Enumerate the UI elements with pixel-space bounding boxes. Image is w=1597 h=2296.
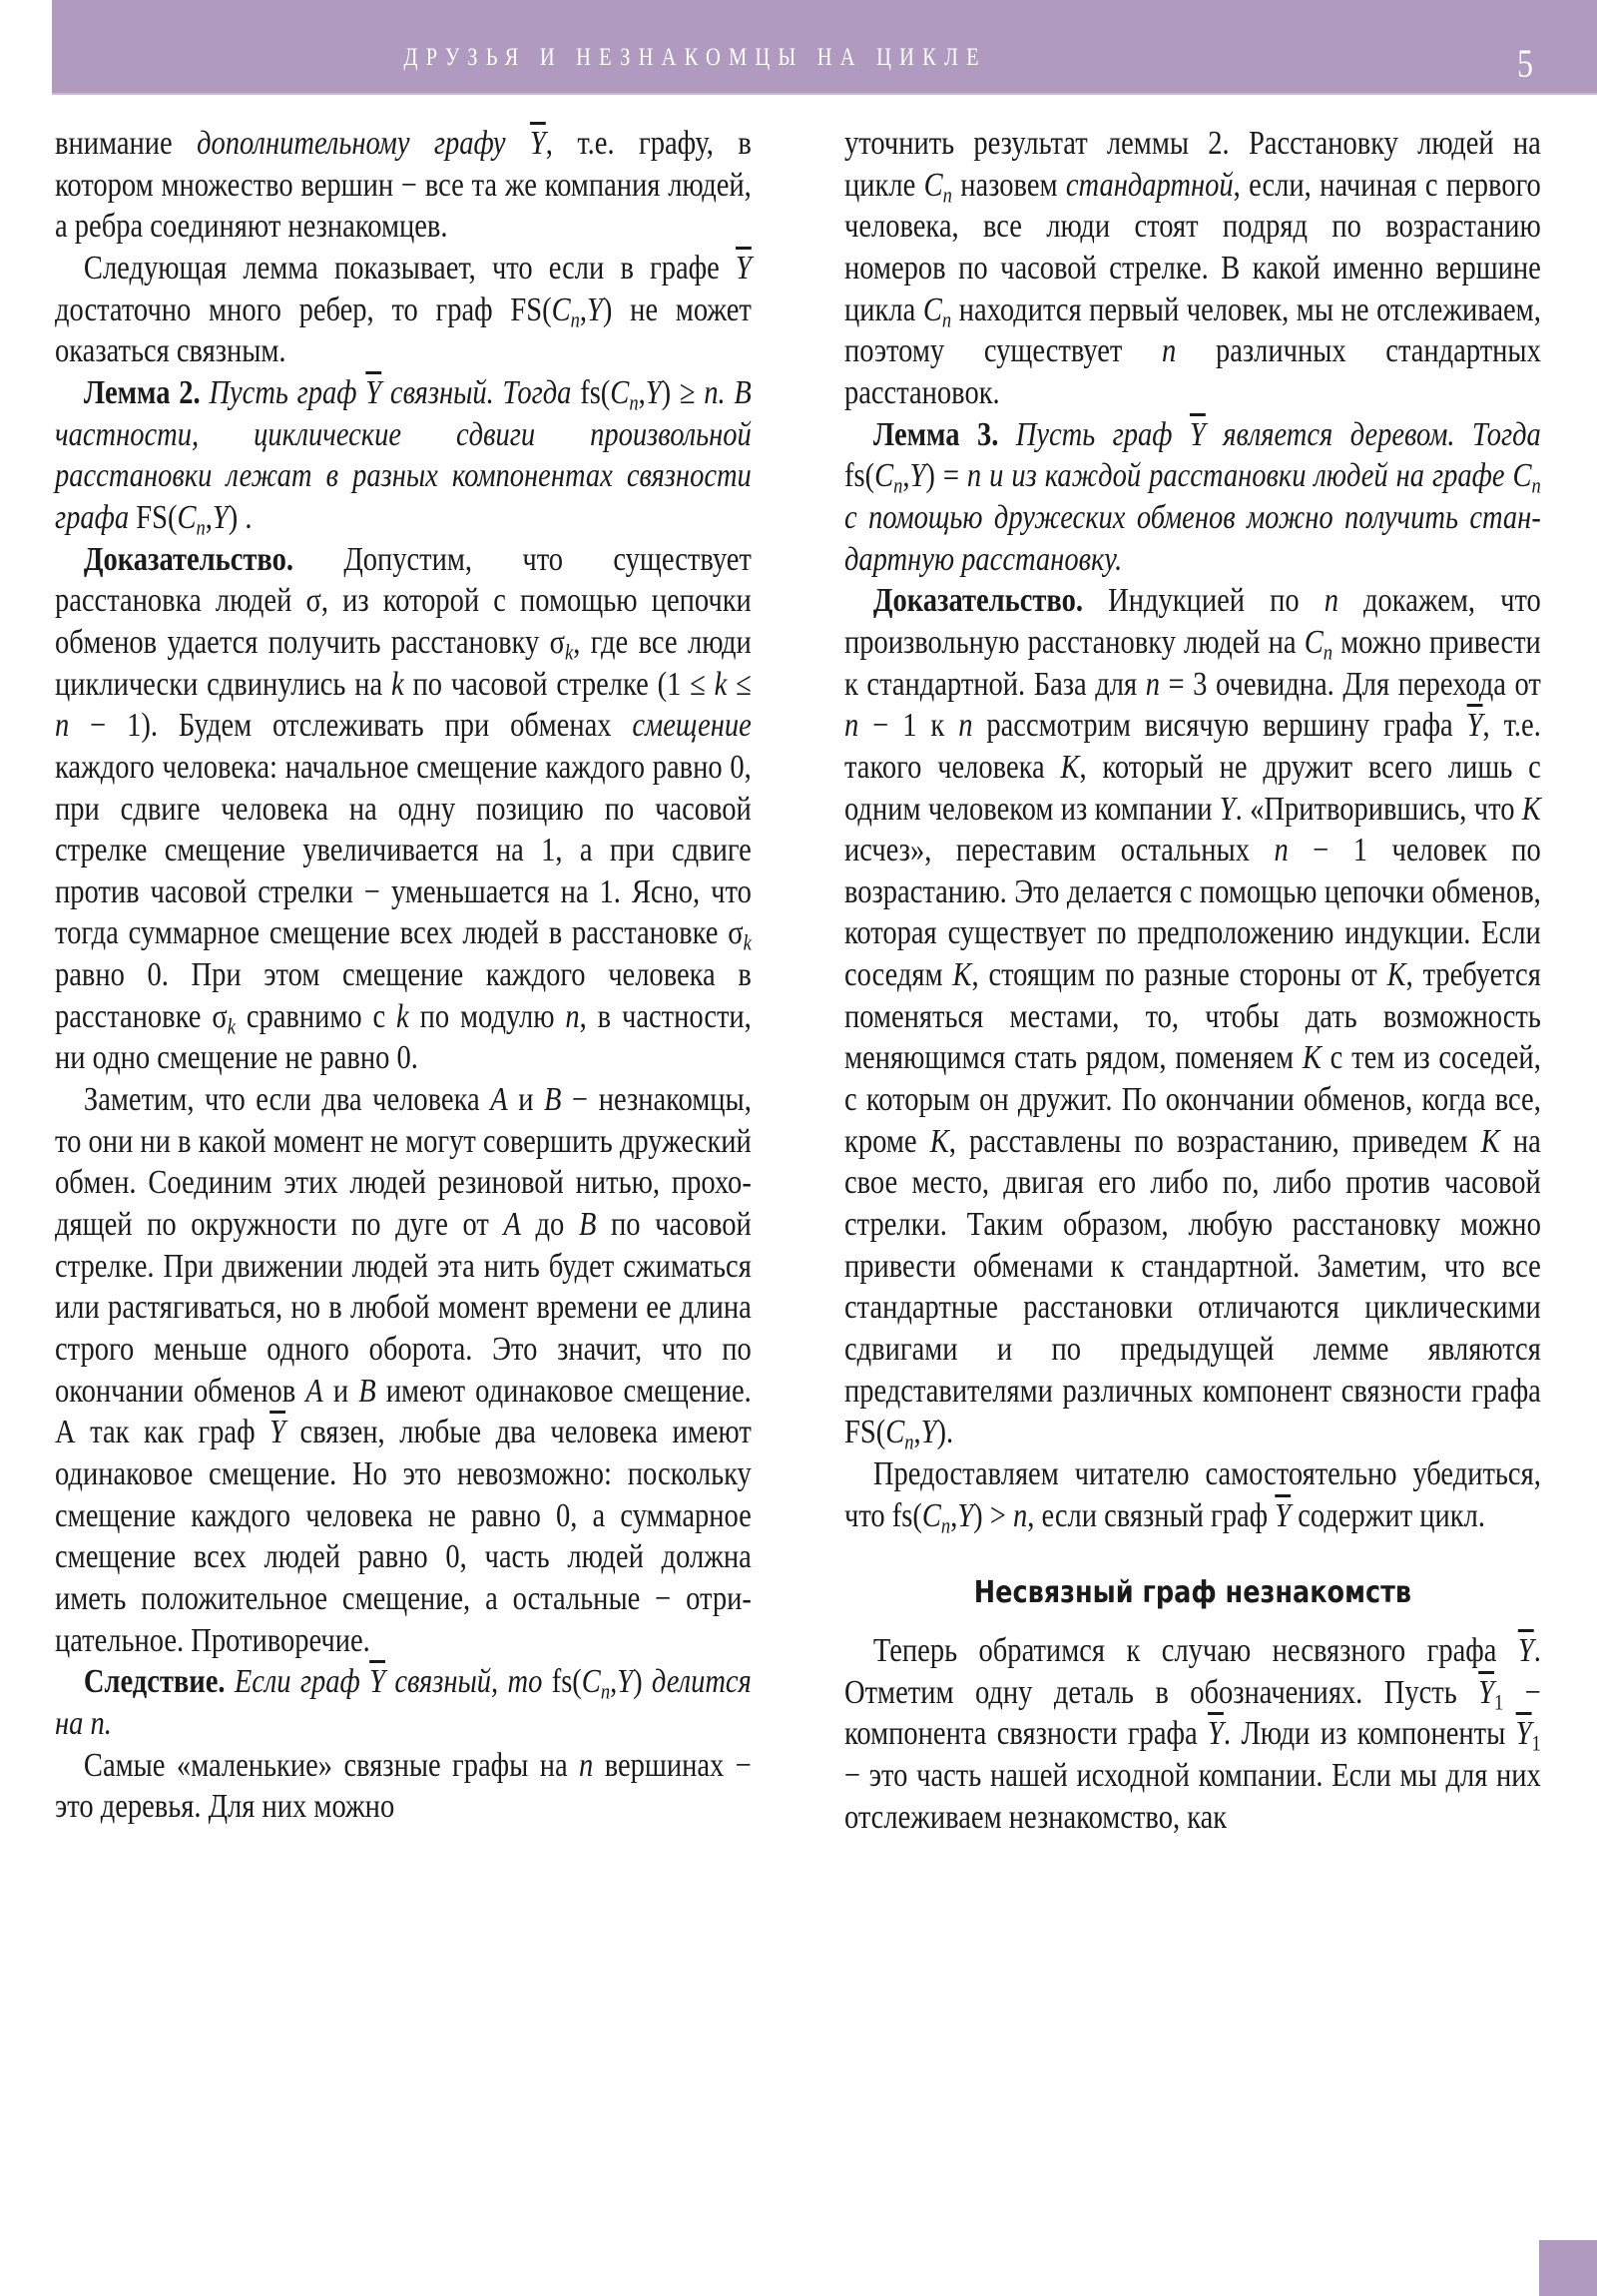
text-run: рассмотрим висячую вершину графа: [972, 707, 1467, 745]
bold-label: Доказательство.: [872, 582, 1109, 620]
paragraph: [55, 1745, 752, 1828]
text-run: вершинах − это деревья. Для них можно: [55, 1746, 752, 1826]
text-run: связен, любые два человека имеют одинаковое смещение. Но это невозможно: поскольку смещение каждого человека не равно 0, а суммарное смещение всех людей равно 0, часть людей должна иметь положительное смещение, а остальные − отрицательное. Противоречие.: [55, 1414, 752, 1659]
text-run: , т.е. такого человека: [844, 707, 1541, 786]
text-run: ≤: [727, 665, 752, 703]
text-run: ).: [936, 1414, 954, 1451]
math-symbol: Y: [617, 1663, 634, 1701]
math-symbol: A: [305, 1372, 323, 1410]
math-symbol: n: [196, 515, 206, 540]
text-run: Предоставляем читателю самостоятельно убедиться, что fs(: [844, 1455, 1541, 1534]
italic-text: и из каждой расстановки людей на графе: [981, 457, 1513, 495]
paragraph: [55, 539, 752, 1080]
text-run: fs(: [551, 1663, 582, 1701]
text-run: − 1 к: [858, 707, 959, 745]
math-symbol: C: [581, 1663, 601, 1701]
italic-text: Если граф: [234, 1663, 370, 1701]
text-run: внимание: [55, 125, 198, 162]
paragraph: [55, 123, 752, 248]
text-run: , если, начиная с первого человека, все люди стоят подряд по возрастанию номеров по часовой стрелке. В какой именно вершине цикла: [844, 166, 1541, 328]
text-run: равно 0. При этом смещение каждого человека в расстановке σ: [55, 956, 752, 1035]
math-symbol: A: [490, 1081, 508, 1119]
math-symbol: $\overline{Y}$: [735, 249, 752, 287]
text-run: , расставлены по возрастанию, приведем: [948, 1122, 1481, 1160]
math-symbol: n: [1162, 332, 1177, 370]
math-symbol: n: [844, 707, 859, 745]
text-run: ,: [950, 1496, 958, 1534]
math-symbol: n: [1323, 640, 1332, 665]
text-run: . Отметим одну деталь в обозначениях. Пусть: [844, 1631, 1541, 1711]
text-run: − незнакомцы, то они ни в какой момент не могут совершить дружеский обмен. Соединим этих людей резиновой нитью, проходящей по окружности по дуге от: [55, 1081, 752, 1244]
paragraph: [55, 248, 752, 372]
math-symbol: n: [629, 390, 639, 415]
section-heading: Несвязный граф незнакомств: [973, 1575, 1412, 1611]
text-run: ,: [902, 457, 910, 495]
math-symbol: K: [1060, 748, 1080, 786]
math-symbol: C: [874, 457, 894, 495]
math-symbol: n: [1013, 1496, 1028, 1534]
math-symbol: K: [929, 1122, 949, 1160]
left-column: [55, 123, 752, 1828]
text-run: ,: [913, 1414, 921, 1451]
math-symbol: 1: [1494, 1690, 1504, 1715]
math-symbol: B: [578, 1206, 597, 1244]
math-symbol: n: [966, 457, 982, 495]
math-symbol: Y: [587, 290, 603, 328]
text-run: fs(: [580, 373, 611, 411]
math-symbol: n: [941, 307, 952, 332]
italic-text: с помощью дружеских обменов можно получить стандартную расстановку.: [844, 498, 1541, 578]
math-symbol: C: [1512, 457, 1532, 495]
text-run: по модулю: [408, 997, 566, 1035]
math-symbol: k: [396, 997, 409, 1035]
italic-text: делится на n.: [55, 1663, 752, 1742]
text-run: , т.е. графу, в котором множество вершин − все та же компания людей, а ребра соединяют незнакомцев.: [55, 125, 752, 246]
paragraph: [55, 1079, 752, 1661]
math-symbol: n: [958, 707, 973, 745]
text-run: по часовой стрелке (1 ≤: [403, 665, 715, 703]
math-symbol: K: [1302, 1039, 1322, 1077]
text-run: уточнить результат леммы 2. Расстановку людей на цикле: [844, 125, 1541, 204]
math-symbol: C: [922, 290, 942, 328]
text-run: Допустим, что существует расстановка людей σ, из которой с помощью цепочки обменов удается получить расстановку σ: [55, 540, 752, 661]
math-symbol: $\overline{Y}$: [1189, 415, 1206, 453]
text-run: Самые «маленькие» связные графы на: [83, 1746, 580, 1784]
math-symbol: n: [893, 473, 903, 498]
text-run: ): [633, 1663, 652, 1701]
left-column-text: [55, 123, 752, 1828]
text-run: ) =: [925, 457, 967, 495]
text-run: ) >: [973, 1496, 1014, 1534]
math-symbol: n: [904, 1430, 914, 1454]
text-run: , требуется поменяться местами, то, чтобы дать возможность меняющимся стать рядом, поменяем: [844, 956, 1541, 1077]
text-run: , который не дружит всего лишь с одним человеком из компании: [844, 748, 1541, 828]
math-symbol: n: [565, 997, 580, 1035]
bold-label: Следствие.: [83, 1663, 235, 1701]
italic-text: является деревом. Тогда: [1205, 415, 1541, 453]
math-symbol: $\overline{Y}$: [1478, 1673, 1495, 1711]
math-symbol: C: [885, 1414, 905, 1451]
math-symbol: K: [1480, 1122, 1500, 1160]
italic-text: . В частности, циклические сдвиги произвольной расстановки лежат в разных компонентах связности графа: [55, 373, 752, 536]
text-run: − это часть нашей исходной компании. Если мы для них отслеживаем незнакомство, как: [844, 1756, 1541, 1836]
text-run: до: [520, 1206, 579, 1244]
math-symbol: A: [503, 1206, 521, 1244]
text-run: − компонента связности графа: [844, 1673, 1541, 1753]
running-title: ДРУЗЬЯ И НЕЗНАКОМЦЫ НА ЦИКЛЕ: [403, 44, 987, 71]
text-run: находится первый человек, мы не отслеживаем, поэтому существует: [844, 290, 1541, 370]
text-run: и: [507, 1081, 545, 1119]
math-symbol: n: [1274, 832, 1289, 869]
text-run: Индукцией по: [1108, 582, 1325, 620]
text-run: ,: [205, 498, 213, 536]
paragraph: [844, 1630, 1541, 1838]
math-symbol: $\overline{Y}$: [1517, 1631, 1534, 1669]
paragraph: [844, 1453, 1541, 1536]
paragraph: [55, 1661, 752, 1744]
text-run: , если связный граф: [1027, 1496, 1276, 1534]
math-symbol: Y: [645, 373, 662, 411]
math-symbol: K: [952, 956, 972, 994]
italic-text: Пусть граф: [209, 373, 366, 411]
math-symbol: C: [923, 166, 943, 204]
math-symbol: 1: [1531, 1731, 1541, 1756]
text-run: докажем, что произвольную расстановку людей на: [844, 582, 1541, 661]
math-symbol: $\overline{Y}$: [1275, 1496, 1292, 1534]
math-symbol: Y: [1219, 790, 1236, 828]
math-symbol: n: [1531, 473, 1541, 498]
text-run: сравнимо с: [235, 997, 397, 1035]
math-symbol: n: [942, 183, 952, 208]
math-symbol: C: [177, 498, 197, 536]
page-corner-tab: [1539, 2240, 1597, 2296]
running-header: [52, 0, 1597, 95]
text-run: назовем: [951, 166, 1066, 204]
math-symbol: n: [1145, 665, 1160, 703]
italic-text: смещение: [632, 707, 752, 745]
text-run: FS(: [136, 498, 178, 536]
math-symbol: K: [1386, 956, 1406, 994]
math-symbol: Y: [909, 457, 926, 495]
text-run: , где все люди циклически сдвинулись на: [55, 623, 752, 703]
math-symbol: n: [600, 1679, 611, 1704]
text-run: − 1). Будем отслеживать при обменах: [69, 707, 633, 745]
text-run: на свое место, двигая его либо по, либо против часовой стрелки. Таким образом, любую расстановку можно привести обменами к стандартной. Заметим, что все стандартные расстановки отличаются циклическими сдвигами и по предыдущей лемме являются представителями различных компонент связности графа FS(: [844, 1122, 1541, 1451]
math-symbol: Y: [920, 1414, 937, 1451]
math-symbol: n: [940, 1513, 951, 1538]
math-symbol: C: [551, 290, 571, 328]
text-run: каждого человека: начальное смещение каждого равно 0, при сдвиге человека на одну позицию по часовой стрелке смещение увеличивается на 1, а при сдвиге против часовой стрелки − уменьшается на 1. Ясно, что тогда суммарное смещение всех людей в расстановке σ: [55, 748, 752, 952]
text-run: − 1 человек по возрастанию. Это делается с помощью цепочки обменов, которая существует по предположению индукции. Если соседям: [844, 832, 1541, 994]
text-run: по часовой стрелке. При движении людей эта нить будет сжиматься или растягиваться, но в любой момент времени ее длина строго меньше одного оборота. Это значит, что по окончании обменов: [55, 1206, 752, 1410]
text-run: Теперь обратимся к случаю несвязного графа: [872, 1631, 1518, 1669]
text-run: = 3 очевидна. Для перехода от: [1159, 665, 1541, 703]
math-symbol: n: [1324, 582, 1338, 620]
text-run: . «Притворившись, что: [1235, 790, 1522, 828]
right-column-text: [844, 123, 1541, 1838]
page-number: 5: [1517, 41, 1533, 86]
math-symbol: $\overline{Y}$: [1515, 1715, 1532, 1753]
text-run: различных стандартных расстановок.: [844, 332, 1541, 411]
italic-text: связный, то: [384, 1663, 552, 1701]
paragraph: [844, 414, 1541, 581]
text-run: , в частности, ни одно смещение не равно 0.: [55, 997, 752, 1077]
bold-label: Лемма 2.: [83, 373, 210, 411]
text-run: достаточно много ребер, то граф FS(: [55, 290, 552, 328]
math-symbol: K: [1521, 790, 1541, 828]
text-run: с тем из соседей, с которым он дружит. По окончании обменов, когда все, кроме: [844, 1039, 1541, 1160]
math-symbol: $\overline{Y}$: [1208, 1715, 1224, 1753]
text-run: ,: [579, 290, 588, 328]
math-symbol: k: [391, 665, 404, 703]
bold-label: Доказательство.: [83, 540, 344, 578]
italic-text: стандартной: [1065, 166, 1234, 204]
text-run: ,: [610, 1663, 618, 1701]
math-symbol: k: [565, 640, 574, 665]
math-symbol: k: [227, 1014, 236, 1039]
italic-text: дополнительному графу: [197, 125, 530, 162]
italic-text: Пусть граф: [1015, 415, 1190, 453]
text-run: . Люди из компоненты: [1223, 1715, 1516, 1753]
text-run: Заметим, что если два человека: [83, 1081, 491, 1119]
text-run: , стоящим по разные стороны от: [971, 956, 1387, 994]
text-run: Следующая лемма показывает, что если в графе: [83, 249, 736, 287]
math-symbol: B: [358, 1372, 376, 1410]
math-symbol: $\overline{Y}$: [365, 373, 382, 411]
text-run: ) не может оказаться связным.: [55, 290, 752, 370]
paragraph: [844, 580, 1541, 1453]
text-run: ,: [638, 373, 646, 411]
text-run: и: [322, 1372, 359, 1410]
text-run: fs(: [844, 457, 875, 495]
paragraph: [844, 123, 1541, 414]
text-run: исчез», переставим остальных: [844, 832, 1275, 869]
math-symbol: $\overline{Y}$: [269, 1414, 285, 1451]
text-run: имеют одинаковое смещение. А так как граф: [55, 1372, 752, 1451]
text-run: содержит цикл.: [1291, 1496, 1486, 1534]
paragraph: [55, 372, 752, 539]
math-symbol: n: [55, 707, 70, 745]
math-symbol: C: [921, 1496, 941, 1534]
math-symbol: C: [610, 373, 630, 411]
math-symbol: $\overline{Y}$: [369, 1663, 385, 1701]
math-symbol: Y: [212, 498, 229, 536]
text-run: можно привести к стандартной. База для: [844, 623, 1541, 703]
math-symbol: k: [743, 931, 752, 955]
text-run: ) .: [228, 498, 253, 536]
math-symbol: n: [570, 307, 580, 332]
math-symbol: C: [1304, 623, 1324, 661]
math-symbol: n: [579, 1746, 594, 1784]
math-symbol: B: [544, 1081, 562, 1119]
right-column: [844, 123, 1541, 1838]
bold-label: Лемма 3.: [872, 415, 1016, 453]
math-symbol: k: [714, 665, 728, 703]
math-symbol: Y: [957, 1496, 974, 1534]
italic-text: связный. Тогда: [381, 373, 581, 411]
math-symbol: $\overline{Y}$: [1466, 707, 1483, 745]
math-symbol: n: [704, 373, 719, 411]
math-symbol: $\overline{Y}$: [529, 125, 546, 162]
text-run: ) ≥: [661, 373, 705, 411]
